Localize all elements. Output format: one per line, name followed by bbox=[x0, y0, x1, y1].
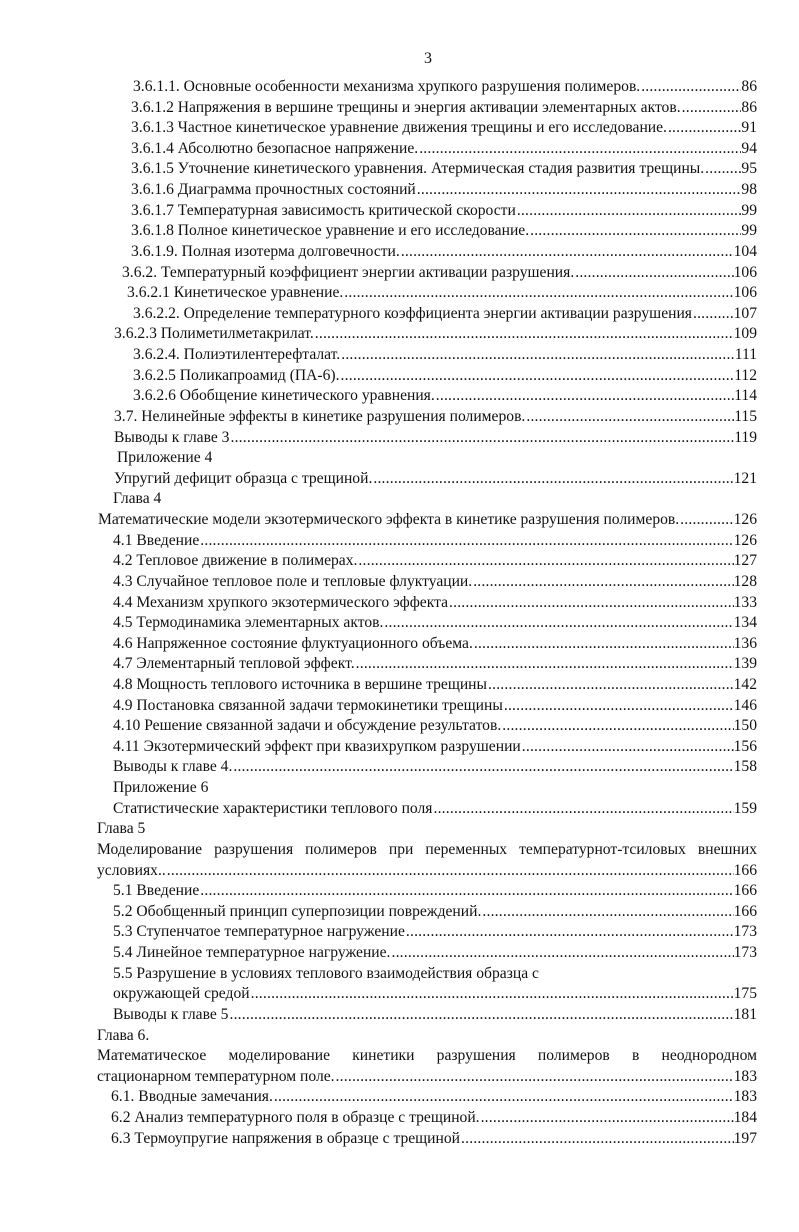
toc-entry-title: Выводы к главе 5 bbox=[113, 1005, 229, 1023]
toc-entry-title: 3.6.1.4 Абсолютно безопасное напряжение. bbox=[131, 139, 419, 157]
dot-leader bbox=[405, 922, 734, 942]
toc-entry bbox=[114, 469, 757, 489]
toc-entry bbox=[131, 221, 757, 241]
toc-entry-title: 6.3 Термоупругие напряжения в образце с трещиной bbox=[111, 1129, 461, 1147]
toc-entry-title: стационарном температурном поле. bbox=[97, 1067, 335, 1085]
toc-entry-page: 175 bbox=[733, 985, 757, 1003]
dot-leader bbox=[472, 572, 733, 592]
toc-entry-title: Математические модели экзотермического эффекта в кинетике разрушения полимеров. bbox=[98, 511, 680, 529]
toc-entry-title: 5.5 Разрушение в условиях теплового взаимодействия образца с bbox=[113, 964, 539, 982]
toc-entry-page: 109 bbox=[733, 325, 757, 343]
toc-entry bbox=[113, 551, 757, 571]
toc-entry bbox=[111, 1108, 757, 1128]
toc-entry-title: Упругий дефицит образца с трещиной. bbox=[114, 469, 373, 487]
toc-entry-title: 5.4 Линейное температурное нагружение. bbox=[113, 944, 391, 962]
toc-entry bbox=[113, 654, 757, 674]
toc-entry-title: 3.6.2.2. Определение температурного коэффициента энергии активации разрушения bbox=[133, 304, 692, 322]
toc-entry bbox=[113, 984, 757, 1004]
dot-leader bbox=[343, 283, 733, 303]
toc-entry-title: 4.9 Постановка связанной задачи термокинетики трещины bbox=[113, 696, 503, 714]
toc-entry-title: 4.7 Элементарный тепловой эффект. bbox=[113, 655, 355, 673]
toc-entry-page: 106 bbox=[733, 263, 757, 281]
toc-entry-title: 4.3 Случайное тепловое поле и тепловые флуктуации. bbox=[113, 572, 473, 590]
page-number: 3 bbox=[424, 50, 432, 67]
toc-entry-title: 3.6.1.3 Частное кинетическое уравнение движения трещины и его исследование. bbox=[131, 119, 667, 137]
dot-leader bbox=[640, 77, 741, 97]
toc-entry bbox=[113, 1005, 757, 1025]
toc-entry bbox=[113, 902, 757, 922]
toc-entry-title: 3.6.1.5 Уточнение кинетического уравнения. Атермическая стадия развития трещины. bbox=[131, 160, 705, 178]
toc-entry bbox=[97, 819, 145, 839]
toc-entry-title: 3.6.2.1 Кинетическое уравнение. bbox=[127, 284, 344, 302]
toc-entry-page: 126 bbox=[733, 531, 757, 549]
toc-entry bbox=[131, 180, 757, 200]
toc-entry bbox=[122, 263, 757, 283]
toc-entry bbox=[111, 1087, 757, 1107]
toc-entry-page: 139 bbox=[733, 655, 757, 673]
toc-entry-title: 3.6.2.6 Обобщение кинетического уравнения. bbox=[133, 387, 435, 405]
toc-entry-page: 99 bbox=[741, 222, 757, 240]
toc-entry-title: 3.6.2. Температурный коэффициент энергии активации разрушения. bbox=[122, 263, 575, 281]
toc-entry-title: 6.2 Анализ температурного поля в образце с трещиной. bbox=[111, 1109, 480, 1126]
toc-entry bbox=[113, 593, 757, 613]
toc-entry-page: 128 bbox=[733, 572, 757, 590]
toc-entry bbox=[114, 407, 757, 427]
toc-entry-page: 115 bbox=[734, 407, 757, 425]
dot-leader bbox=[355, 654, 734, 674]
dot-leader bbox=[503, 696, 734, 716]
toc-entry bbox=[133, 345, 757, 365]
toc-entry-page: 166 bbox=[733, 882, 757, 900]
toc-entry bbox=[131, 242, 757, 262]
toc-entry bbox=[114, 428, 757, 448]
dot-leader bbox=[199, 531, 733, 551]
toc-entry bbox=[97, 1026, 149, 1046]
toc-entry-title: Приложение 6 bbox=[113, 779, 209, 797]
toc-entry-title: 3.6.2.4. Полиэтилентерефталат. bbox=[133, 346, 341, 364]
toc-entry-title: 4.11 Экзотермический эффект при квазихрупком разрушении bbox=[113, 737, 521, 755]
toc-entry-page: 121 bbox=[733, 469, 757, 487]
dot-leader bbox=[692, 304, 734, 324]
toc-entry-title: 5.1 Введение bbox=[113, 882, 200, 900]
toc-entry-page: 86 bbox=[741, 78, 757, 95]
toc-entry-title: Моделирование разрушения полимеров при переменных температурнот-тсиловых внешних bbox=[97, 840, 757, 858]
toc-entry-title: 3.6.1.8 Полное кинетическое уравнение и его исследование. bbox=[131, 222, 530, 240]
toc-entry-title: 3.6.1.2 Напряжения в вершине трещины и энергия активации элементарных актов. bbox=[131, 98, 681, 116]
toc-entry bbox=[113, 716, 757, 736]
toc-entry bbox=[113, 778, 208, 798]
toc-entry-page: 150 bbox=[733, 717, 757, 735]
toc-entry-page: 99 bbox=[741, 201, 757, 219]
toc-entry bbox=[113, 531, 757, 551]
dot-leader bbox=[335, 1067, 734, 1087]
dot-leader bbox=[314, 324, 734, 344]
dot-leader bbox=[228, 1005, 733, 1025]
toc-entry-page: 107 bbox=[733, 304, 757, 322]
toc-entry-page: 134 bbox=[733, 614, 757, 632]
toc-entry-title: условиях.. bbox=[97, 861, 166, 879]
dot-leader bbox=[232, 757, 733, 777]
dot-leader bbox=[340, 345, 735, 365]
toc-entry bbox=[113, 799, 757, 819]
toc-entry bbox=[97, 861, 757, 881]
dot-leader bbox=[390, 943, 733, 963]
toc-entry bbox=[111, 1129, 757, 1149]
toc-entry-page: 126 bbox=[733, 511, 757, 529]
dot-leader bbox=[400, 242, 734, 262]
toc-entry-title: Глава 4 bbox=[113, 490, 162, 508]
toc-entry-page: 86 bbox=[741, 98, 757, 116]
toc-entry bbox=[133, 77, 757, 97]
dot-leader bbox=[667, 118, 741, 138]
toc-entry bbox=[133, 366, 757, 386]
toc-entry-page: 111 bbox=[734, 346, 757, 364]
toc-entry-page: 91 bbox=[741, 119, 757, 137]
dot-leader bbox=[416, 180, 742, 200]
toc-entry-page: 158 bbox=[733, 758, 757, 776]
dot-leader bbox=[250, 984, 734, 1004]
dot-leader bbox=[460, 1129, 734, 1149]
dot-leader bbox=[448, 593, 734, 613]
toc-entry-page: 173 bbox=[733, 923, 757, 941]
dot-leader bbox=[435, 386, 734, 406]
toc-entry-page: 119 bbox=[734, 428, 757, 446]
toc-entry bbox=[131, 159, 757, 179]
toc-entry bbox=[97, 1067, 757, 1087]
toc-entry-page: 142 bbox=[733, 675, 757, 693]
dot-leader bbox=[574, 263, 733, 283]
toc-entry bbox=[97, 1046, 757, 1066]
toc-entry bbox=[113, 696, 757, 716]
toc-entry bbox=[113, 613, 757, 633]
toc-entry-page: 146 bbox=[733, 696, 757, 714]
dot-leader bbox=[372, 469, 733, 489]
dot-leader bbox=[166, 861, 734, 881]
dot-leader bbox=[481, 902, 733, 922]
toc-entry-title: Приложение 4 bbox=[117, 449, 213, 467]
toc-entry-title: 4.4 Механизм хрупкого экзотермического эффекта bbox=[113, 593, 449, 611]
toc-entry bbox=[113, 922, 757, 942]
dot-leader bbox=[480, 1108, 734, 1128]
toc-entry-title: 4.5 Термодинамика элементарных актов. bbox=[113, 614, 384, 632]
dot-leader bbox=[340, 366, 735, 386]
toc-entry-title: 3.6.1.7 Температурная зависимость критической скорости bbox=[131, 201, 516, 219]
toc-entry-title: 4.6 Напряженное состояние флуктуационного объема. bbox=[113, 634, 473, 652]
toc-entry bbox=[133, 304, 757, 324]
toc-entry-page: 166 bbox=[733, 861, 757, 879]
dot-leader bbox=[521, 737, 734, 757]
toc-entry-title: Математическое моделирование кинетики разрушения полимеров в неоднородном bbox=[97, 1047, 757, 1065]
toc-entry-page: 94 bbox=[741, 139, 757, 157]
toc-entry bbox=[97, 840, 757, 860]
dot-leader bbox=[199, 881, 733, 901]
dot-leader bbox=[679, 510, 733, 530]
toc-entry bbox=[113, 572, 757, 592]
toc-entry bbox=[131, 139, 757, 159]
dot-leader bbox=[473, 634, 734, 654]
dot-leader bbox=[418, 139, 741, 159]
dot-leader bbox=[229, 428, 734, 448]
toc-entry-page: 184 bbox=[733, 1109, 757, 1126]
dot-leader bbox=[529, 221, 741, 241]
toc-entry-page: 112 bbox=[734, 366, 757, 384]
toc-entry bbox=[127, 283, 757, 303]
toc-entry-page: 183 bbox=[733, 1067, 757, 1085]
toc-entry-page: 98 bbox=[741, 181, 757, 199]
toc-entry-title: 5.2 Обобщенный принцип суперпозиции повреждений. bbox=[113, 902, 482, 920]
toc-entry-page: 156 bbox=[733, 737, 757, 755]
dot-leader bbox=[704, 159, 741, 179]
toc-entry-page: 104 bbox=[733, 242, 757, 260]
dot-leader bbox=[516, 201, 742, 221]
toc-entry bbox=[113, 737, 757, 757]
toc-entry-page: 183 bbox=[733, 1088, 757, 1106]
toc-entry-page: 197 bbox=[733, 1129, 757, 1147]
toc-entry bbox=[113, 675, 757, 695]
dot-leader bbox=[525, 407, 734, 427]
dot-leader bbox=[273, 1087, 734, 1107]
toc-entry-page: 173 bbox=[733, 944, 757, 962]
toc-entry-title: 4.2 Тепловое движение в полимерах. bbox=[113, 552, 358, 570]
toc-entry-page: 114 bbox=[734, 387, 757, 405]
toc-entry-page: 136 bbox=[733, 634, 757, 652]
toc-entry bbox=[131, 98, 757, 118]
dot-leader bbox=[487, 675, 734, 695]
toc-entry bbox=[114, 324, 757, 344]
dot-leader bbox=[383, 613, 733, 633]
toc-entry bbox=[113, 634, 757, 654]
dot-leader bbox=[357, 551, 733, 571]
toc-entry bbox=[113, 881, 757, 901]
toc-entry bbox=[131, 201, 757, 221]
toc-entry-title: 5.3 Ступенчатое температурное нагружение bbox=[113, 923, 405, 941]
toc-entry bbox=[113, 757, 757, 777]
toc-entry-title: 3.7. Нелинейные эффекты в кинетике разрушения полимеров. bbox=[114, 407, 526, 425]
toc-entry bbox=[117, 448, 212, 468]
toc-entry-page: 166 bbox=[733, 902, 757, 920]
dot-leader bbox=[501, 716, 733, 736]
toc-entry-page: 95 bbox=[741, 160, 757, 178]
toc-entry-title: 3.6.2.3 Полиметилметакрилат. bbox=[114, 325, 314, 343]
toc-entry-title: 3.6.1.1. Основные особенности механизма хрупкого разрушения полимеров. bbox=[133, 78, 641, 95]
toc-entry-title: 6.1. Вводные замечания. bbox=[111, 1088, 273, 1106]
toc-entry bbox=[113, 943, 757, 963]
toc-entry-title: Статистические характеристики теплового поля bbox=[113, 799, 433, 817]
toc-entry bbox=[133, 386, 757, 406]
toc-entry-page: 127 bbox=[733, 552, 757, 570]
toc-entry-title: Выводы к главе 3 bbox=[114, 428, 230, 446]
toc-entry-title: 3.6.1.9. Полная изотерма долговечности. bbox=[131, 242, 400, 260]
toc-entry-title: 3.6.2.5 Поликапроамид (ПА-6). bbox=[133, 366, 340, 384]
toc-entry-title: 4.1 Введение bbox=[113, 531, 200, 549]
dot-leader bbox=[432, 799, 733, 819]
toc-entry-title: 3.6.1.6 Диаграмма прочностных состояний bbox=[131, 181, 416, 199]
toc-entry bbox=[113, 964, 539, 984]
toc-entry-title: Глава 5 bbox=[97, 820, 146, 838]
toc-entry-title: Глава 6. bbox=[97, 1026, 150, 1044]
toc-entry-title: 4.8 Мощность теплового источника в вершине трещины bbox=[113, 675, 487, 693]
dot-leader bbox=[681, 98, 742, 118]
toc-entry-title: 4.10 Решение связанной задачи и обсуждение результатов. bbox=[113, 717, 502, 735]
toc-entry-page: 133 bbox=[733, 593, 757, 611]
toc-entry bbox=[131, 118, 757, 138]
toc-entry bbox=[98, 510, 757, 530]
toc-entry-page: 106 bbox=[733, 284, 757, 302]
toc-entry bbox=[113, 489, 161, 509]
toc-entry-title: окружающей средой bbox=[113, 985, 250, 1003]
toc-entry-page: 181 bbox=[733, 1005, 757, 1023]
toc-entry-page: 159 bbox=[733, 799, 757, 817]
toc-entry-title: Выводы к главе 4. bbox=[113, 758, 233, 776]
